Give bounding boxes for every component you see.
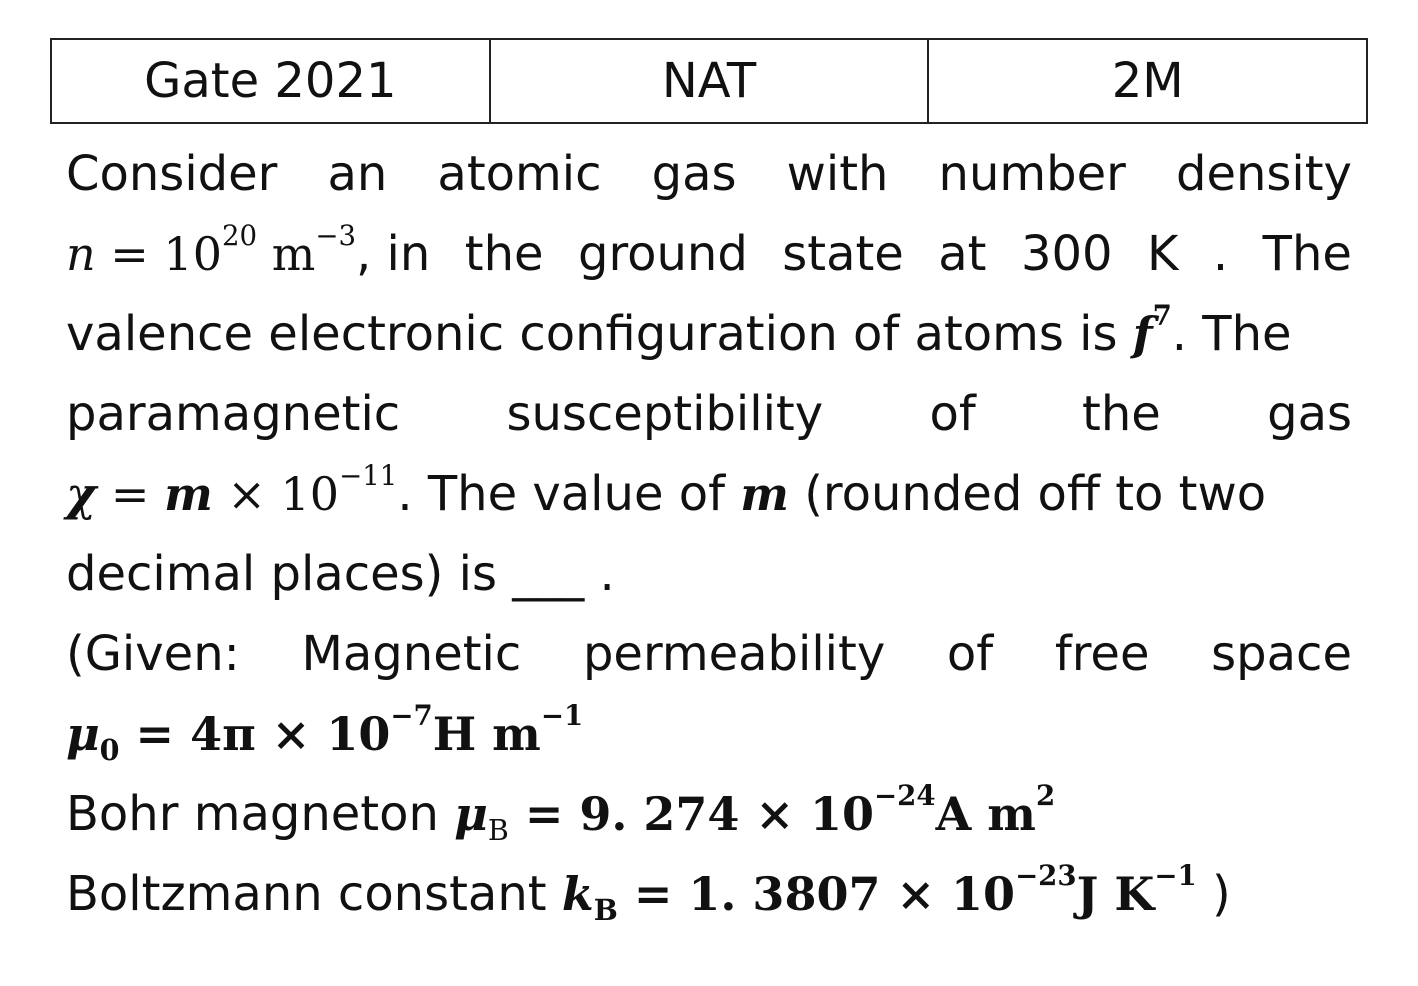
given-line xyxy=(66,614,1352,694)
word: of xyxy=(929,386,976,442)
question-body xyxy=(66,134,1352,934)
word: gas xyxy=(651,146,737,202)
question-line-1 xyxy=(66,134,1352,214)
word: K xyxy=(1147,226,1179,282)
word: permeability xyxy=(582,626,886,682)
word: ground xyxy=(577,226,748,282)
bohr-magneton-constant xyxy=(66,774,1352,854)
word: Magnetic xyxy=(301,626,522,682)
question-line-2 xyxy=(66,214,1352,294)
boltzmann-constant xyxy=(66,854,1352,934)
word: with xyxy=(786,146,889,202)
susceptibility-formula: $\chi = m \times 10^{-11}$ xyxy=(66,459,398,521)
configuration-formula: $f^7$ xyxy=(1132,299,1172,361)
word: . xyxy=(1212,226,1229,282)
question-line-3 xyxy=(66,294,1352,374)
word: paramagnetic xyxy=(66,386,401,442)
question-header-table xyxy=(50,38,1368,124)
boltzmann-label: Boltzmann constant xyxy=(66,866,562,922)
m-variable: m xyxy=(740,467,789,521)
word: the xyxy=(1082,386,1161,442)
boltzmann-formula: $k_B = 1$. $3807 \times 10^{-23}J$ $K^{-1}$ xyxy=(561,859,1197,927)
word: at xyxy=(938,226,987,282)
density-formula: $n = 10^{20}$ $m^{-3}$ xyxy=(66,219,357,281)
configuration-tail: . The xyxy=(1171,306,1292,362)
word: density xyxy=(1175,146,1352,202)
bohr-label: Bohr magneton xyxy=(66,786,455,842)
value-of-text: . The value of xyxy=(397,466,741,522)
word: atomic xyxy=(437,146,602,202)
word: of xyxy=(946,626,994,682)
word: free xyxy=(1054,626,1150,682)
word: 300 xyxy=(1020,226,1113,282)
word: state xyxy=(782,226,904,282)
question-line-4 xyxy=(66,374,1352,454)
word: susceptibility xyxy=(506,386,824,442)
permeability-constant xyxy=(66,694,1352,774)
rounding-text: (rounded off to two xyxy=(788,466,1267,522)
word: Consider xyxy=(66,146,278,202)
number-density-expression: $n = 10^{20}$ $m^{-3}$, in xyxy=(66,219,431,282)
word: an xyxy=(327,146,388,202)
mu0-formula: $\mu_0 = 4\pi \times 10^{-7}H$ $m^{-1}$ xyxy=(66,699,584,767)
question-line-5 xyxy=(66,454,1352,534)
word: gas xyxy=(1267,386,1352,442)
bohr-formula: $\mu_B = 9$. $274 \times 10^{-24}A$ $m^2$ xyxy=(454,779,1056,847)
question-line-6: decimal places) is ___ . xyxy=(66,546,615,602)
configuration-text: valence electronic configuration of atoms is xyxy=(66,306,1133,362)
word: space xyxy=(1211,626,1352,682)
marks-cell: 2M xyxy=(927,40,1366,122)
word: (Given: xyxy=(66,626,240,682)
closing-paren: ) xyxy=(1196,866,1231,922)
exam-name-cell: Gate 2021 xyxy=(144,53,397,109)
word: The xyxy=(1262,226,1352,282)
word: number xyxy=(938,146,1126,202)
question-type-cell: NAT xyxy=(489,40,928,122)
word: the xyxy=(464,226,544,282)
